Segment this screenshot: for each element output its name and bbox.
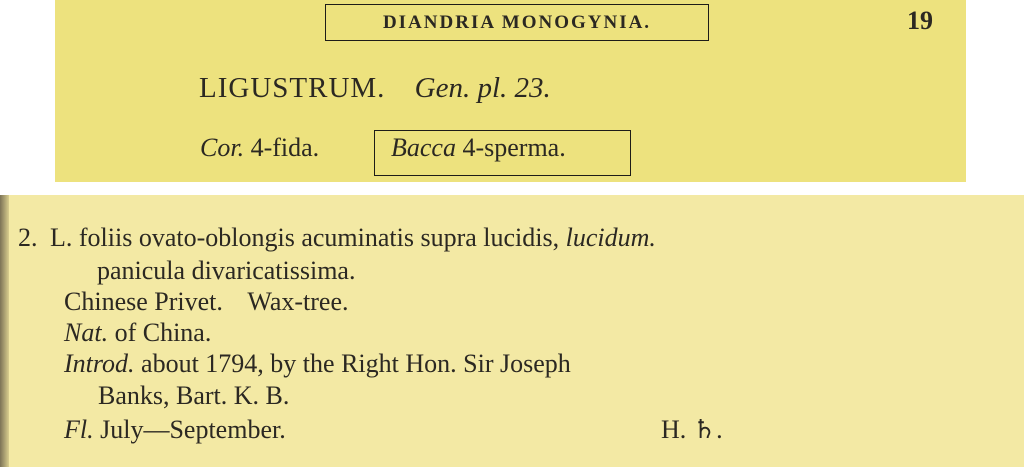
corolla-character [200,133,319,163]
common-names-line [64,289,349,315]
introduction-line-1 [64,351,571,377]
habit-letter: H. [661,415,687,444]
introduction-text: about 1794, by the Right Hon. Sir Joseph [141,349,571,378]
native-range: of China. [114,318,212,347]
upper-page-excerpt [55,0,966,182]
genus-name: LIGUSTRUM. [199,72,386,104]
running-head-box [325,4,709,41]
flowering-label: Fl. [64,415,94,444]
native-label: Nat. [64,318,109,347]
page-number: 19 [907,6,933,35]
running-head-title: DIANDRIA MONOGYNIA. [382,11,652,33]
fruit-value: 4-sperma. [462,133,566,162]
species-diagnosis-line-2: panicula divaricatissima. [97,256,356,285]
flowering-period: July—September. [100,415,286,444]
flowering-line [64,417,286,443]
species-number: 2. [18,223,38,252]
introduced-label: Introd. [64,349,135,378]
native-range-line [64,320,211,346]
species-diagnosis: L. foliis ovato-oblongis acuminatis supra lucidis, [50,223,560,252]
specific-name: lucidum. [565,223,656,252]
common-name-chinese-privet: Chinese Privet. [64,287,223,316]
common-name-wax-tree: Wax-tree. [247,287,349,316]
page-spine-shadow [0,195,9,467]
fruit-label: Bacca [391,133,456,162]
habit-designation [661,417,723,443]
genera-reference [415,72,551,104]
species-diagnosis-line-1 [18,225,656,251]
fruit-character [391,133,566,163]
corolla-value: 4-fida. [250,133,320,162]
introduction-line-2: Banks, Bart. K. B. [98,381,290,410]
lower-page-excerpt [0,195,1024,467]
genera-reference-text: Gen. pl. 23. [414,72,551,104]
corolla-label: Cor. [200,133,245,162]
habit-period: . [716,415,723,444]
genus-heading [199,72,551,105]
saturn-shrub-icon: ♄ [692,415,717,444]
